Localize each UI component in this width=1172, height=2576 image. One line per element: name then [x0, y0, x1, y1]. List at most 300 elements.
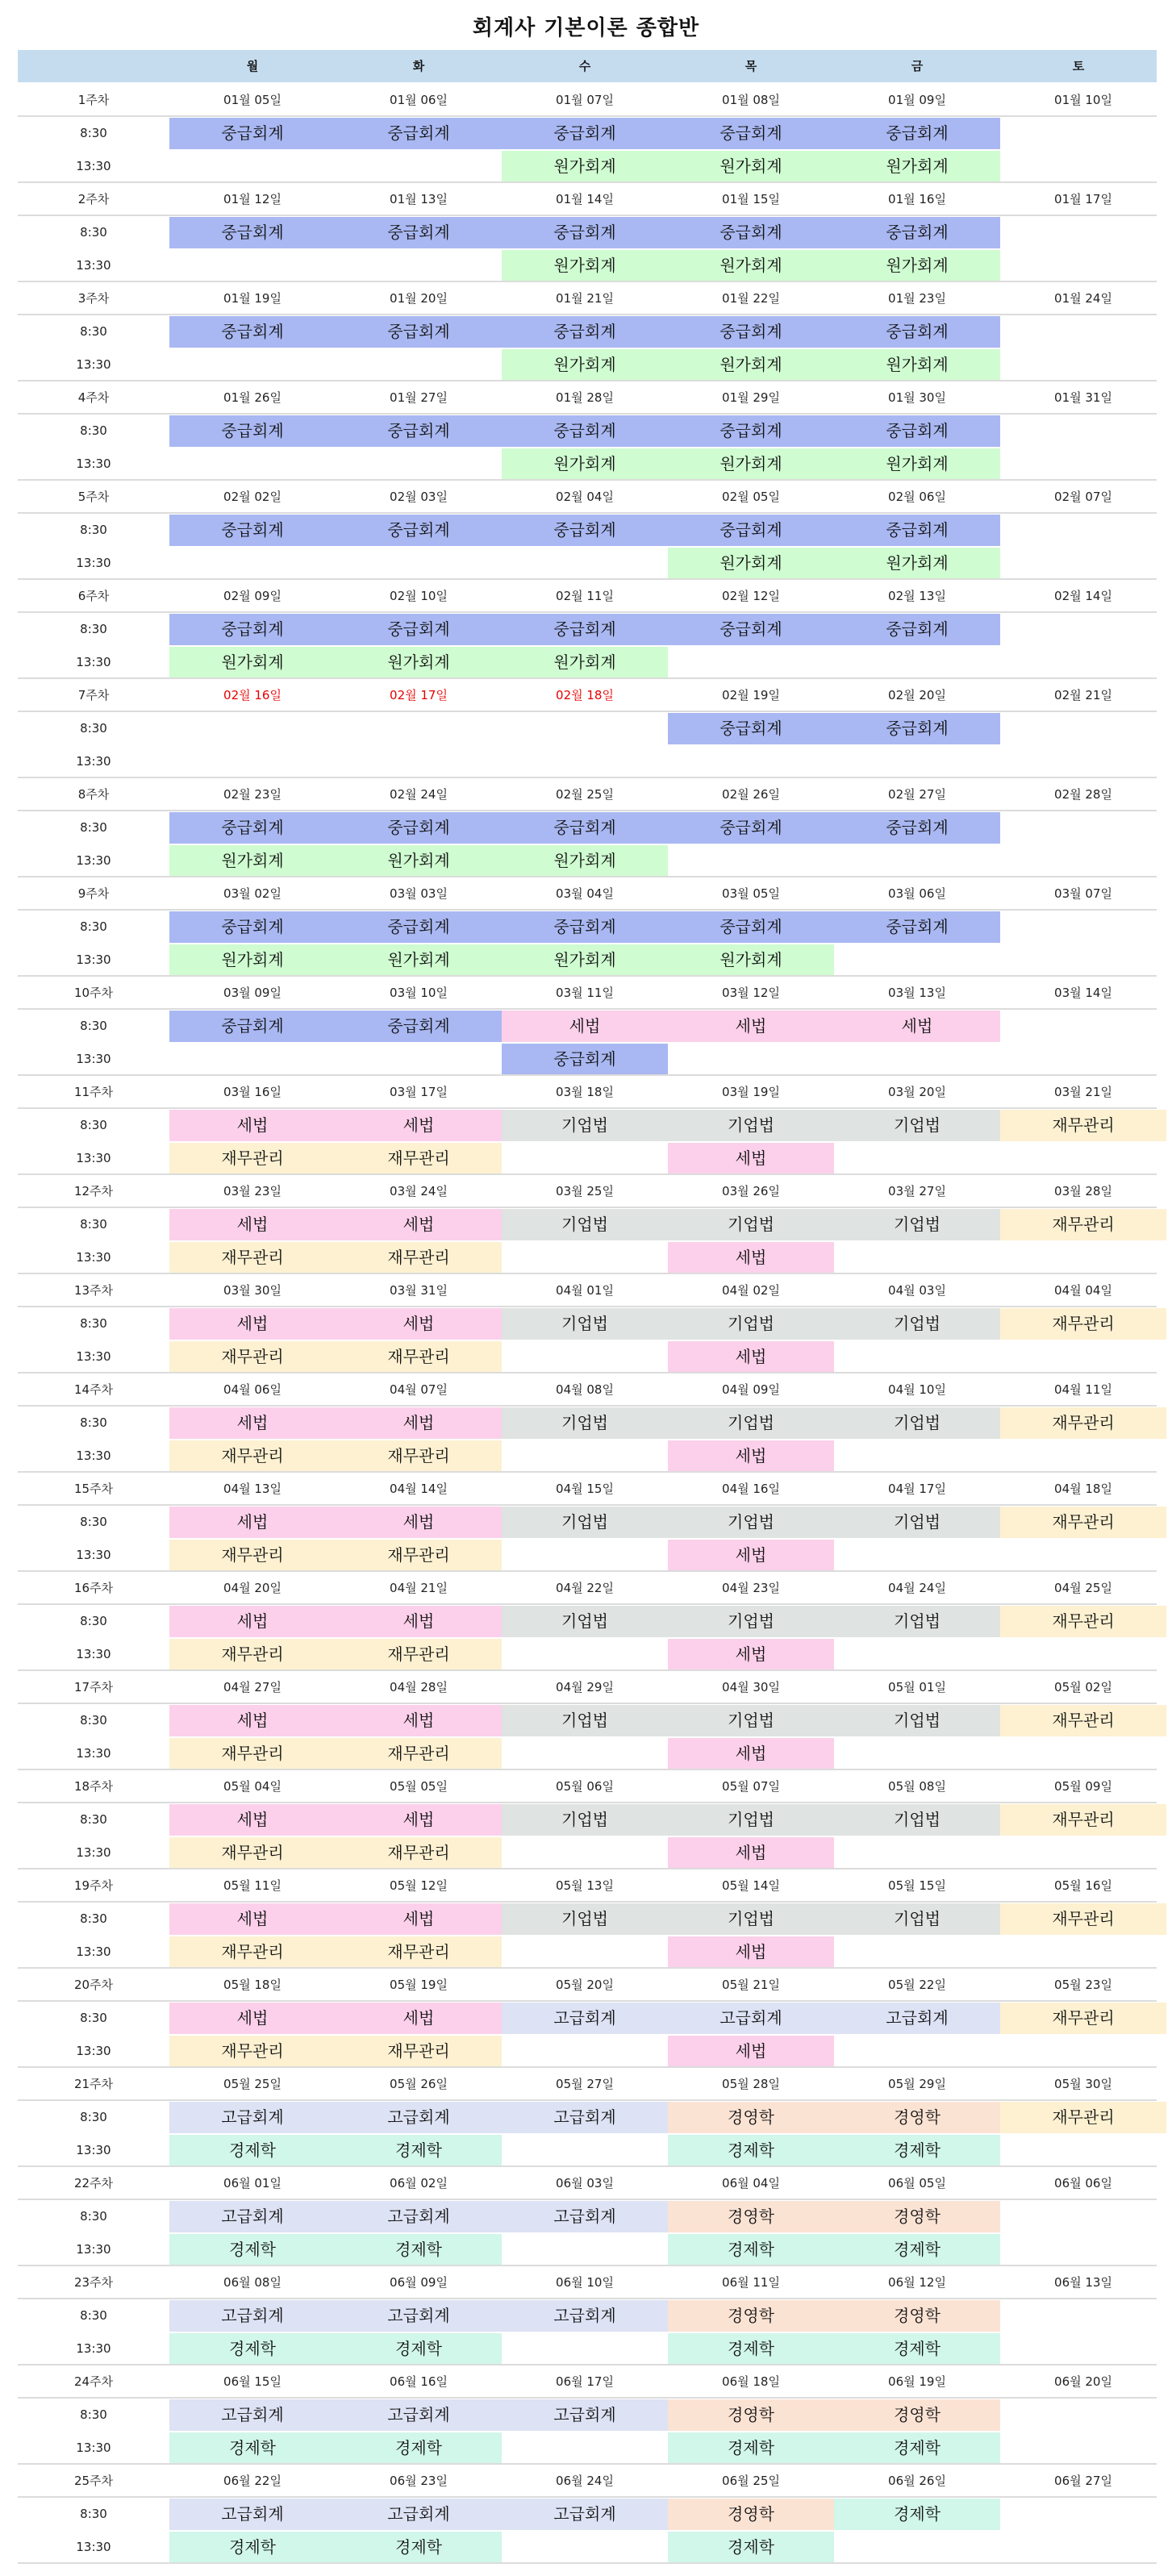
course-cell: 중급회계 [169, 316, 336, 348]
date-cell: 06월 17일 [556, 2374, 614, 2389]
date-cell: 04월 09일 [722, 1382, 780, 1397]
date-row [18, 2266, 1157, 2299]
course-cell: 세법 [668, 1011, 834, 1042]
course-cell: 세법 [336, 1209, 502, 1240]
course-cell: 세법 [668, 1540, 834, 1571]
week-block [18, 2465, 1157, 2564]
course-cell: 고급회계 [336, 2102, 502, 2133]
course-cell: 원가회계 [668, 151, 834, 182]
date-cell: 01월 07일 [556, 93, 614, 107]
session-time-label: 13:30 [76, 2341, 111, 2356]
date-cell: 02월 11일 [556, 589, 614, 603]
course-cell: 고급회계 [502, 2003, 668, 2034]
week-label: 16주차 [73, 1581, 114, 1595]
course-cell: 재무관리 [336, 2036, 502, 2067]
course-cell: 중급회계 [336, 1011, 502, 1042]
afternoon-session-row [18, 1737, 1157, 1769]
course-cell: 중급회계 [336, 911, 502, 943]
week-label: 6주차 [77, 589, 110, 603]
date-cell: 02월 24일 [390, 787, 448, 802]
course-cell: 세법 [668, 1341, 834, 1373]
date-cell: 03월 16일 [223, 1085, 282, 1099]
date-row [18, 2366, 1157, 2398]
session-time-label: 8:30 [80, 1614, 107, 1628]
course-cell: 기업법 [834, 1407, 1000, 1439]
afternoon-session-row [18, 1539, 1157, 1571]
date-cell: 01월 31일 [1054, 390, 1112, 405]
course-cell: 고급회계 [502, 2300, 668, 2332]
course-cell: 중급회계 [169, 911, 336, 943]
date-cell: 02월 04일 [556, 490, 614, 504]
course-cell: 원가회계 [336, 845, 502, 877]
course-cell: 원가회계 [834, 548, 1000, 579]
course-cell: 중급회계 [834, 713, 1000, 744]
date-cell: 06월 11일 [722, 2275, 780, 2290]
date-cell: 03월 11일 [556, 986, 614, 1000]
morning-session-row [18, 2299, 1157, 2332]
date-cell: 06월 16일 [390, 2374, 448, 2389]
date-cell: 03월 24일 [390, 1184, 448, 1198]
row-divider [18, 1207, 1157, 1208]
course-cell: 재무관리 [1000, 1705, 1166, 1736]
morning-session-row [18, 1010, 1157, 1042]
morning-session-row [18, 712, 1157, 744]
date-cell: 04월 02일 [722, 1283, 780, 1298]
course-cell: 기업법 [668, 1804, 834, 1836]
afternoon-session-row [18, 249, 1157, 281]
session-time-label: 13:30 [76, 2242, 111, 2257]
date-cell: 03월 17일 [390, 1085, 448, 1099]
afternoon-session-row [18, 944, 1157, 976]
course-cell: 세법 [169, 1308, 336, 1340]
course-cell: 중급회계 [668, 515, 834, 546]
afternoon-session-row [18, 745, 1157, 777]
course-cell: 세법 [336, 2003, 502, 2034]
session-time-label: 13:30 [76, 456, 111, 471]
date-row [18, 1175, 1157, 1207]
course-cell: 중급회계 [169, 1011, 336, 1042]
session-time-label: 13:30 [76, 1250, 111, 1265]
week-label: 24주차 [73, 2374, 114, 2389]
date-cell: 06월 12일 [888, 2275, 946, 2290]
afternoon-session-row [18, 1142, 1157, 1174]
week-label: 12주차 [73, 1184, 114, 1198]
course-cell: 중급회계 [336, 614, 502, 645]
course-cell: 중급회계 [336, 316, 502, 348]
course-cell: 경제학 [668, 2532, 834, 2563]
session-time-label: 8:30 [80, 622, 107, 636]
week-block [18, 977, 1157, 1076]
course-cell: 원가회계 [502, 944, 668, 976]
date-cell: 02월 26일 [722, 787, 780, 802]
course-cell: 중급회계 [336, 217, 502, 248]
date-row [18, 1473, 1157, 1505]
course-cell: 원가회계 [668, 250, 834, 281]
course-cell: 재무관리 [1000, 1804, 1166, 1836]
afternoon-session-row [18, 448, 1157, 480]
date-cell: 05월 05일 [390, 1779, 448, 1794]
date-cell: 01월 26일 [223, 390, 282, 405]
morning-session-row [18, 613, 1157, 645]
course-cell: 재무관리 [336, 1639, 502, 1670]
date-cell: 05월 25일 [223, 2077, 282, 2091]
date-row [18, 481, 1157, 513]
date-cell: 04월 16일 [722, 1482, 780, 1496]
date-cell: 01월 27일 [390, 390, 448, 405]
course-cell: 경제학 [834, 2432, 1000, 2464]
course-cell: 중급회계 [169, 217, 336, 248]
row-divider [18, 215, 1157, 216]
date-cell: 02월 28일 [1054, 787, 1112, 802]
date-cell: 03월 20일 [888, 1085, 946, 1099]
course-cell: 중급회계 [502, 415, 668, 447]
session-time-label: 13:30 [76, 2540, 111, 2554]
course-cell: 고급회계 [668, 2003, 834, 2034]
afternoon-session-row [18, 1836, 1157, 1869]
course-cell: 기업법 [502, 1507, 668, 1538]
session-time-label: 8:30 [80, 1812, 107, 1827]
date-cell: 01월 22일 [722, 291, 780, 306]
course-cell: 기업법 [502, 1110, 668, 1141]
course-cell: 중급회계 [502, 118, 668, 149]
row-divider [18, 2000, 1157, 2002]
course-cell: 원가회계 [668, 448, 834, 480]
course-cell: 세법 [169, 1507, 336, 1538]
course-cell: 기업법 [502, 1903, 668, 1935]
afternoon-session-row [18, 2134, 1157, 2166]
course-cell: 재무관리 [169, 1639, 336, 1670]
morning-session-row [18, 811, 1157, 844]
date-cell: 06월 18일 [722, 2374, 780, 2389]
course-cell: 세법 [336, 1606, 502, 1637]
date-row [18, 1770, 1157, 1803]
week-block [18, 1373, 1157, 1473]
date-cell: 04월 24일 [888, 1581, 946, 1595]
date-cell: 04월 13일 [223, 1482, 282, 1496]
course-cell: 세법 [336, 1407, 502, 1439]
date-cell: 01월 12일 [223, 192, 282, 206]
week-block [18, 183, 1157, 282]
course-cell: 재무관리 [1000, 1407, 1166, 1439]
course-cell: 재무관리 [336, 1341, 502, 1373]
date-cell: 04월 10일 [888, 1382, 946, 1397]
course-cell: 재무관리 [336, 1837, 502, 1869]
course-cell: 세법 [668, 1837, 834, 1869]
page-title: 회계사 기본이론 종합반 [472, 16, 700, 40]
date-cell: 01월 19일 [223, 291, 282, 306]
course-cell: 기업법 [668, 1507, 834, 1538]
row-divider [18, 1703, 1157, 1704]
date-cell: 01월 21일 [556, 291, 614, 306]
course-cell: 경제학 [336, 2532, 502, 2563]
date-row [18, 1076, 1157, 1108]
date-cell: 02월 09일 [223, 589, 282, 603]
week-block [18, 580, 1157, 679]
date-row [18, 381, 1157, 414]
course-cell: 고급회계 [169, 2300, 336, 2332]
course-cell: 고급회계 [336, 2399, 502, 2431]
date-cell: 04월 03일 [888, 1283, 946, 1298]
week-block [18, 1572, 1157, 1671]
date-cell: 03월 19일 [722, 1085, 780, 1099]
week-label: 15주차 [73, 1482, 114, 1496]
course-cell: 원가회계 [502, 647, 668, 678]
course-cell: 경제학 [336, 2333, 502, 2365]
course-cell: 원가회계 [668, 349, 834, 381]
course-cell: 중급회계 [668, 217, 834, 248]
course-cell: 재무관리 [336, 1440, 502, 1472]
course-cell: 중급회계 [834, 415, 1000, 447]
date-cell: 03월 23일 [223, 1184, 282, 1198]
afternoon-session-row [18, 150, 1157, 182]
week-block [18, 2266, 1157, 2366]
week-label: 18주차 [73, 1779, 114, 1794]
course-cell: 중급회계 [668, 118, 834, 149]
course-cell: 기업법 [668, 1110, 834, 1141]
course-cell: 고급회계 [502, 2102, 668, 2133]
afternoon-session-row [18, 1936, 1157, 1968]
date-cell: 05월 09일 [1054, 1779, 1112, 1794]
day-header-sat: 토 [1072, 59, 1085, 73]
course-cell: 경영학 [834, 2399, 1000, 2431]
course-cell: 재무관리 [1000, 1903, 1166, 1935]
course-cell: 원가회계 [502, 349, 668, 381]
afternoon-session-row [18, 1340, 1157, 1373]
session-time-label: 13:30 [76, 159, 111, 173]
date-cell: 05월 30일 [1054, 2077, 1112, 2091]
course-cell: 중급회계 [668, 316, 834, 348]
session-time-label: 8:30 [80, 126, 107, 140]
course-cell: 고급회계 [502, 2201, 668, 2232]
date-cell: 03월 25일 [556, 1184, 614, 1198]
morning-session-row [18, 911, 1157, 943]
week-block [18, 1473, 1157, 1572]
date-cell: 05월 14일 [722, 1878, 780, 1893]
date-cell: 06월 19일 [888, 2374, 946, 2389]
date-cell: 06월 09일 [390, 2275, 448, 2290]
week-block [18, 1869, 1157, 1969]
course-cell: 경제학 [834, 2135, 1000, 2166]
course-cell: 고급회계 [502, 2399, 668, 2431]
course-cell: 원가회계 [169, 647, 336, 678]
week-label: 19주차 [73, 1878, 114, 1893]
course-cell: 원가회계 [668, 548, 834, 579]
course-cell: 재무관리 [169, 1341, 336, 1373]
date-row [18, 183, 1157, 215]
row-divider [18, 1603, 1157, 1605]
course-cell: 세법 [169, 1209, 336, 1240]
date-cell: 05월 21일 [722, 1978, 780, 1992]
row-divider [18, 1504, 1157, 1506]
course-cell: 재무관리 [1000, 1507, 1166, 1538]
course-cell: 기업법 [834, 1705, 1000, 1736]
week-label: 5주차 [77, 490, 110, 504]
course-cell: 기업법 [502, 1308, 668, 1340]
row-divider [18, 611, 1157, 613]
course-cell: 중급회계 [834, 911, 1000, 943]
session-time-label: 8:30 [80, 1515, 107, 1529]
date-cell: 01월 23일 [888, 291, 946, 306]
date-cell: 06월 10일 [556, 2275, 614, 2290]
date-cell: 04월 25일 [1054, 1581, 1112, 1595]
date-cell: 05월 12일 [390, 1878, 448, 1893]
date-cell: 02월 20일 [888, 688, 946, 702]
course-cell: 경영학 [834, 2300, 1000, 2332]
afternoon-session-row [18, 1440, 1157, 1472]
session-time-label: 8:30 [80, 225, 107, 240]
row-divider [18, 1405, 1157, 1407]
course-cell: 기업법 [502, 1606, 668, 1637]
course-cell: 세법 [336, 1507, 502, 1538]
course-cell: 재무관리 [169, 1143, 336, 1174]
date-row [18, 977, 1157, 1009]
course-cell: 중급회계 [502, 812, 668, 844]
row-divider [18, 2562, 1157, 2564]
week-block [18, 1175, 1157, 1274]
date-cell: 04월 30일 [722, 1680, 780, 1694]
course-cell: 고급회계 [169, 2499, 336, 2530]
week-label: 23주차 [73, 2275, 114, 2290]
course-cell: 고급회계 [336, 2201, 502, 2232]
afternoon-session-row [18, 1043, 1157, 1075]
course-cell: 기업법 [502, 1407, 668, 1439]
row-divider [18, 115, 1157, 117]
row-divider [18, 2496, 1157, 2498]
course-cell: 고급회계 [169, 2399, 336, 2431]
course-cell: 세법 [169, 2003, 336, 2034]
session-time-label: 8:30 [80, 1316, 107, 1331]
date-cell: 04월 18일 [1054, 1482, 1112, 1496]
morning-session-row [18, 415, 1157, 447]
date-row [18, 2068, 1157, 2100]
morning-session-row [18, 1605, 1157, 1637]
date-cell: 02월 10일 [390, 589, 448, 603]
course-cell: 고급회계 [336, 2499, 502, 2530]
course-cell: 재무관리 [169, 2036, 336, 2067]
week-label: 17주차 [73, 1680, 114, 1694]
session-time-label: 13:30 [76, 1548, 111, 1562]
date-cell: 04월 06일 [223, 1382, 282, 1397]
date-cell: 01월 15일 [722, 192, 780, 206]
course-cell: 경영학 [668, 2300, 834, 2332]
date-cell: 04월 28일 [390, 1680, 448, 1694]
date-cell: 05월 04일 [223, 1779, 282, 1794]
date-cell: 02월 02일 [223, 490, 282, 504]
week-block [18, 381, 1157, 481]
date-cell: 02월 14일 [1054, 589, 1112, 603]
date-cell: 04월 27일 [223, 1680, 282, 1694]
date-cell: 04월 14일 [390, 1482, 448, 1496]
course-cell: 기업법 [668, 1903, 834, 1935]
holiday-date-cell: 02월 17일 [390, 688, 448, 702]
week-label: 9주차 [77, 886, 110, 901]
course-cell: 세법 [668, 1242, 834, 1273]
date-cell: 03월 26일 [722, 1184, 780, 1198]
date-cell: 04월 01일 [556, 1283, 614, 1298]
course-cell: 재무관리 [169, 1738, 336, 1769]
morning-session-row [18, 2498, 1157, 2530]
session-time-label: 8:30 [80, 1118, 107, 1132]
morning-session-row [18, 1704, 1157, 1736]
session-time-label: 13:30 [76, 853, 111, 868]
course-cell: 기업법 [834, 1903, 1000, 1935]
course-cell: 재무관리 [1000, 1308, 1166, 1340]
session-time-label: 13:30 [76, 1349, 111, 1364]
date-cell: 05월 08일 [888, 1779, 946, 1794]
course-cell: 기업법 [668, 1606, 834, 1637]
course-cell: 중급회계 [668, 911, 834, 943]
course-cell: 기업법 [834, 1209, 1000, 1240]
week-label: 14주차 [73, 1382, 114, 1397]
course-cell: 재무관리 [1000, 1606, 1166, 1637]
course-cell: 기업법 [668, 1705, 834, 1736]
course-cell: 원가회계 [834, 349, 1000, 381]
date-cell: 06월 15일 [223, 2374, 282, 2389]
course-cell: 세법 [834, 1011, 1000, 1042]
course-cell: 경제학 [834, 2234, 1000, 2265]
course-cell: 경제학 [169, 2234, 336, 2265]
course-cell: 세법 [668, 1440, 834, 1472]
course-cell: 경제학 [169, 2432, 336, 2464]
session-time-label: 8:30 [80, 1019, 107, 1033]
date-row [18, 1969, 1157, 2001]
course-cell: 경영학 [668, 2399, 834, 2431]
session-time-label: 8:30 [80, 423, 107, 438]
week-label: 25주차 [73, 2474, 114, 2488]
morning-session-row [18, 2002, 1157, 2034]
morning-session-row [18, 1803, 1157, 1836]
date-cell: 06월 06일 [1054, 2176, 1112, 2190]
session-time-label: 8:30 [80, 2308, 107, 2323]
date-cell: 01월 24일 [1054, 291, 1112, 306]
course-cell: 중급회계 [834, 812, 1000, 844]
day-header-tue: 화 [412, 59, 425, 73]
course-cell: 기업법 [834, 1804, 1000, 1836]
course-cell: 세법 [668, 2036, 834, 2067]
date-row [18, 2167, 1157, 2199]
session-time-label: 13:30 [76, 1052, 111, 1066]
week-block [18, 1274, 1157, 1373]
course-cell: 중급회계 [169, 515, 336, 546]
row-divider [18, 1802, 1157, 1803]
date-cell: 06월 05일 [888, 2176, 946, 2190]
course-cell: 중급회계 [502, 614, 668, 645]
course-cell: 세법 [668, 1639, 834, 1670]
course-cell: 고급회계 [169, 2201, 336, 2232]
date-cell: 01월 30일 [888, 390, 946, 405]
afternoon-session-row [18, 2035, 1157, 2067]
date-cell: 04월 23일 [722, 1581, 780, 1595]
date-cell: 06월 01일 [223, 2176, 282, 2190]
date-cell: 02월 21일 [1054, 688, 1112, 702]
course-cell: 재무관리 [1000, 1110, 1166, 1141]
day-header-row [18, 50, 1157, 82]
date-cell: 02월 03일 [390, 490, 448, 504]
course-cell: 재무관리 [336, 1540, 502, 1571]
course-cell: 재무관리 [169, 1837, 336, 1869]
afternoon-session-row [18, 348, 1157, 381]
course-cell: 중급회계 [336, 812, 502, 844]
course-cell: 세법 [169, 1903, 336, 1935]
date-cell: 01월 29일 [722, 390, 780, 405]
course-cell: 중급회계 [336, 118, 502, 149]
week-block [18, 679, 1157, 778]
course-cell: 원가회계 [668, 944, 834, 976]
session-time-label: 13:30 [76, 754, 111, 769]
course-cell: 원가회계 [169, 845, 336, 877]
morning-session-row [18, 2200, 1157, 2232]
date-row [18, 1572, 1157, 1604]
